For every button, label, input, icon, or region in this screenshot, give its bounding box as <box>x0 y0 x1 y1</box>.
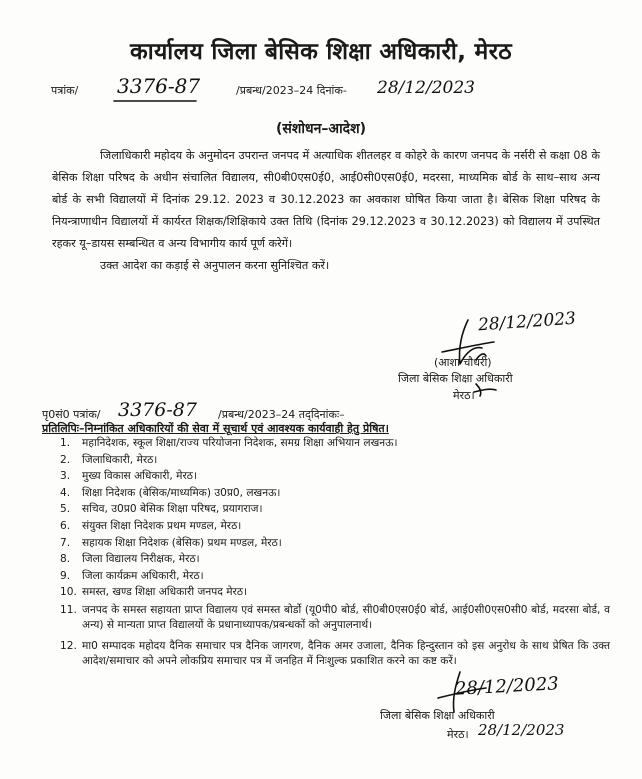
list-item: 7. सहायक शिक्षा निदेशक (बेसिक) प्रथम मण्डल, मेरठ। <box>60 536 282 549</box>
copy-prabandh-label: /प्रबन्ध/2023–24 तद्‌दिनांकः– <box>218 408 345 421</box>
list-item: 2. जिलाधिकारी, मेरठ। <box>60 453 158 466</box>
copy-patrank-handwritten: 3376-87 <box>118 399 197 421</box>
signature-1-date-handwritten: 28/12/2023 <box>477 308 577 336</box>
signatory-place: मेरठ। <box>453 389 475 402</box>
order-paragraph-1: जिलाधिकारी महोदय के अनुमोदन उपरान्त जनपद में अत्याधिक शीतलहर व कोहरे के कारण जनपद के नर्सरी से कक्षा 08 के बेसिक शिक्षा परिषद के अधीन संचालित विद्यालय, सी0बी0एस0ई0, आई0सी0एस0ई0, मदरसा, माध्यमिक बोर्ड के साथ–साथ अन्य बोर्ड के सभी विद्यालयों में दिनांक 29.12. 2023 व 30.12.2023 का अवकाश घोषित किया जाता है। बेसिक शिक्षा परिषद के नियन्त्राणाधीन विद्यालयों में कार्यरत शिक्षक/शिक्षिकाये उक्त तिथि (दिनांक 29.12.2023 व 30.12.2023) को विद्यालय में उपस्थित रहकर यू–डायस सम्बन्धित व अन्य विभागीय कार्य पूर्ण करेगें। <box>52 149 600 250</box>
patrank-number-handwritten: 3376-87 <box>117 74 201 98</box>
copy-subject-lead: प्रतिलिपिः– <box>42 422 85 435</box>
list-item: 9. जिला कार्यक्रम अधिकारी, मेरठ। <box>60 569 204 582</box>
list-item: 8. जिला विद्यालय निरीक्षक, मेरठ। <box>60 553 200 566</box>
header-date-handwritten: 28/12/2023 <box>377 78 475 98</box>
order-paragraph-2: उक्त आदेश का कड़ाई से अनुपालन करना सुनिश्चित करें। <box>100 259 330 272</box>
signature-2-lower-date-handwritten: 28/12/2023 <box>478 721 565 739</box>
list-item: 5. सचिव, उ0प्र0 बेसिक शिक्षा परिषद, प्रयागराज। <box>60 503 263 516</box>
patrank-label: पत्रांक/ <box>51 84 79 97</box>
copy-patrank-label: पृ0सं0 पत्रांक/ <box>42 408 101 421</box>
prabandh-label: /प्रबन्ध/2023–24 दिनांक- <box>236 84 347 97</box>
list-item: 3. मुख्य विकास अधिकारी, मेरठ। <box>60 470 197 483</box>
list-item: 1. महानिदेशक, स्कूल शिक्षा/राज्य परियोजना निदेशक, समग्र शिक्षा अभियान लखनऊ। <box>60 437 398 449</box>
recipient-list <box>60 435 610 670</box>
list-item: 6. संयुक्त शिक्षा निदेशक प्रथम मण्डल, मेरठ। <box>60 519 242 532</box>
signature-1-initial <box>470 380 500 400</box>
list-item: 12. मा0 सम्पादक महोदय दैनिक समाचार पत्र दैनिक जागरण, दैनिक अमर उजाला, दैनिक हिन्दुस्तान को इस अनुरोध के साथ प्रेषित कि उक्त आदेश/समाचार को अपने लोकप्रिय समाचार पत्र में जनहित में निःशुल्क प्रकाशित करने का कष्ट करें। <box>60 639 610 668</box>
signatory-name: (आशा चौधरी) <box>434 356 492 369</box>
signatory-designation: जिला बेसिक शिक्षा अधिकारी <box>398 372 513 385</box>
order-body <box>52 145 600 277</box>
signatory-2-place: मेरठ। <box>447 728 469 741</box>
list-item: 10. समस्त, खण्ड शिक्षा अधिकारी जनपद मेरठ। <box>60 586 248 599</box>
patrank-underline <box>112 96 198 106</box>
list-item: 4. शिक्षा निदेशक (बेसिक/माध्यमिक) उ0प्र0, लखनऊ। <box>60 486 281 499</box>
list-item: 11. जनपद के समस्त सहायता प्राप्त विद्यालय एवं समस्त बोर्डो (यू0पी0 बोर्ड, सी0बी0एस0ई0 बोर्ड, आई0सी0एस0सी0 बोर्ड, मदरसा बोर्ड, व अन्य) से मान्यता प्राप्त विद्यालयों के प्रधानाध्यापक/प्रबन्धकों को अनुपालनार्थ। <box>60 603 610 632</box>
order-title: (संशोधन–आदेश) <box>275 121 367 137</box>
signature-2-date-handwritten: 28/12/2023 <box>454 673 560 700</box>
signatory-2-designation: जिला बेसिक शिक्षा अधिकारी <box>380 709 495 722</box>
copy-subject-text: निम्नांकित अधिकारियों की सेवा में सूचार्थ एवं आवश्यक कार्यवाही हेतु प्रेषित। <box>84 422 389 435</box>
copy-subject <box>42 421 389 436</box>
office-title: कार्यालय जिला बेसिक शिक्षा अधिकारी, मेरठ <box>130 39 512 65</box>
